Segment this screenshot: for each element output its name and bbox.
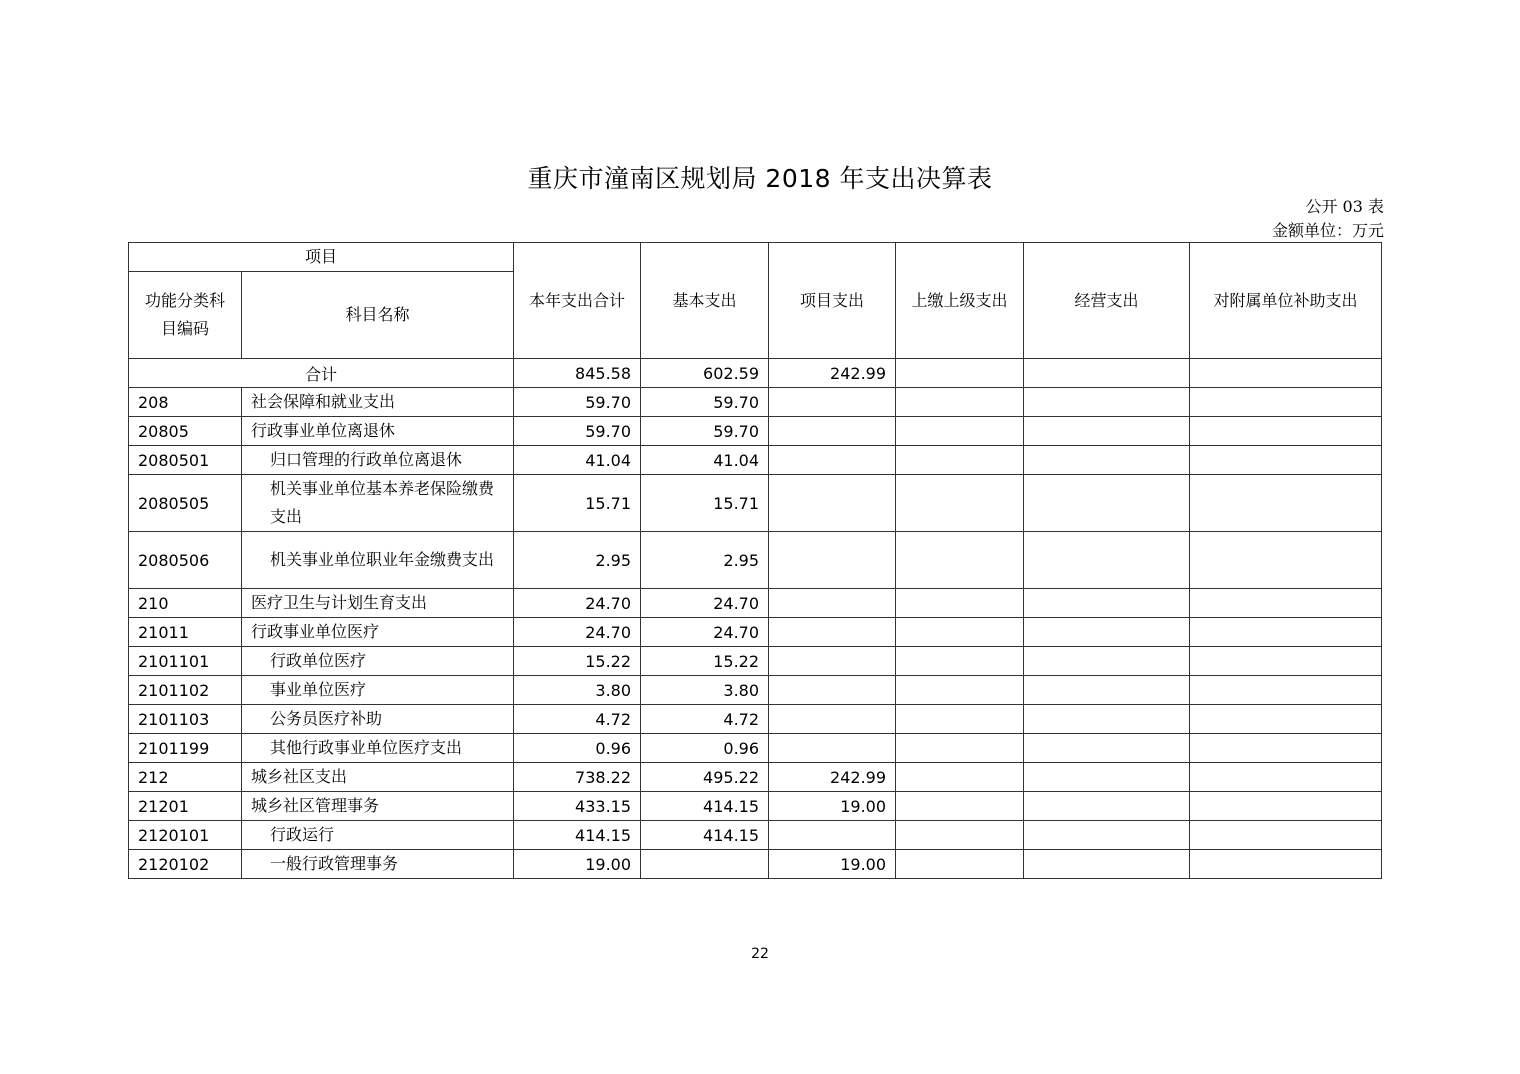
row-project <box>769 705 896 734</box>
row-total: 24.70 <box>514 618 641 647</box>
row-subsidy <box>1190 821 1382 850</box>
total-cell-business <box>1024 359 1190 388</box>
row-upper <box>896 388 1024 417</box>
row-basic: 24.70 <box>641 589 769 618</box>
row-code: 2120101 <box>129 821 242 850</box>
row-code: 2080505 <box>129 475 242 532</box>
row-basic: 414.15 <box>641 821 769 850</box>
row-subsidy <box>1190 417 1382 446</box>
row-code: 208 <box>129 388 242 417</box>
row-subsidy <box>1190 850 1382 879</box>
row-upper <box>896 821 1024 850</box>
row-subsidy <box>1190 734 1382 763</box>
row-subsidy <box>1190 618 1382 647</box>
row-project <box>769 734 896 763</box>
header-project: 项目 <box>129 243 514 272</box>
row-business <box>1024 792 1190 821</box>
row-project <box>769 589 896 618</box>
row-total: 59.70 <box>514 388 641 417</box>
row-basic: 15.22 <box>641 647 769 676</box>
total-row <box>129 359 1382 388</box>
row-project <box>769 446 896 475</box>
row-basic: 0.96 <box>641 734 769 763</box>
row-basic: 495.22 <box>641 763 769 792</box>
row-upper <box>896 417 1024 446</box>
table-row <box>129 589 1382 618</box>
row-code: 2080506 <box>129 532 242 589</box>
row-basic: 24.70 <box>641 618 769 647</box>
header-project-expense: 项目支出 <box>769 243 896 359</box>
row-code: 2101102 <box>129 676 242 705</box>
row-subsidy <box>1190 388 1382 417</box>
header-name: 科目名称 <box>242 272 514 359</box>
row-business <box>1024 647 1190 676</box>
row-basic: 3.80 <box>641 676 769 705</box>
row-upper <box>896 705 1024 734</box>
row-business <box>1024 417 1190 446</box>
row-name: 事业单位医疗 <box>242 676 514 705</box>
row-business <box>1024 676 1190 705</box>
row-total: 15.22 <box>514 647 641 676</box>
table-row <box>129 734 1382 763</box>
row-upper <box>896 850 1024 879</box>
row-name: 公务员医疗补助 <box>242 705 514 734</box>
row-total: 19.00 <box>514 850 641 879</box>
row-subsidy <box>1190 676 1382 705</box>
row-code: 210 <box>129 589 242 618</box>
row-business <box>1024 734 1190 763</box>
row-basic <box>641 850 769 879</box>
row-name: 行政单位医疗 <box>242 647 514 676</box>
row-total: 0.96 <box>514 734 641 763</box>
page-number: 22 <box>751 946 769 962</box>
row-upper <box>896 792 1024 821</box>
row-name: 归口管理的行政单位离退休 <box>242 446 514 475</box>
table-row <box>129 763 1382 792</box>
form-number: 公开 03 表 <box>1305 197 1384 216</box>
total-label: 合计 <box>129 359 514 388</box>
row-business <box>1024 388 1190 417</box>
row-project <box>769 475 896 532</box>
total-cell-subsidy <box>1190 359 1382 388</box>
row-name: 机关事业单位基本养老保险缴费支出 <box>242 475 514 532</box>
row-subsidy <box>1190 705 1382 734</box>
row-basic: 41.04 <box>641 446 769 475</box>
row-total: 24.70 <box>514 589 641 618</box>
row-business <box>1024 821 1190 850</box>
row-basic: 59.70 <box>641 388 769 417</box>
table-row <box>129 647 1382 676</box>
table-row <box>129 417 1382 446</box>
header-total: 本年支出合计 <box>514 243 641 359</box>
row-project <box>769 821 896 850</box>
row-total: 414.15 <box>514 821 641 850</box>
row-code: 2101199 <box>129 734 242 763</box>
row-project <box>769 417 896 446</box>
table-row <box>129 388 1382 417</box>
row-project <box>769 647 896 676</box>
row-subsidy <box>1190 446 1382 475</box>
row-business <box>1024 618 1190 647</box>
row-basic: 15.71 <box>641 475 769 532</box>
row-total: 433.15 <box>514 792 641 821</box>
row-business <box>1024 705 1190 734</box>
total-cell-project: 242.99 <box>769 359 896 388</box>
row-upper <box>896 734 1024 763</box>
row-upper <box>896 589 1024 618</box>
row-name: 行政运行 <box>242 821 514 850</box>
row-upper <box>896 618 1024 647</box>
table-row <box>129 792 1382 821</box>
row-code: 212 <box>129 763 242 792</box>
row-subsidy <box>1190 763 1382 792</box>
row-upper <box>896 475 1024 532</box>
total-cell-basic: 602.59 <box>641 359 769 388</box>
row-business <box>1024 532 1190 589</box>
table-row <box>129 705 1382 734</box>
row-name: 医疗卫生与计划生育支出 <box>242 589 514 618</box>
row-project <box>769 388 896 417</box>
row-project <box>769 618 896 647</box>
row-total: 4.72 <box>514 705 641 734</box>
row-name: 机关事业单位职业年金缴费支出 <box>242 532 514 589</box>
row-upper <box>896 532 1024 589</box>
row-basic: 2.95 <box>641 532 769 589</box>
row-total: 738.22 <box>514 763 641 792</box>
row-business <box>1024 475 1190 532</box>
row-subsidy <box>1190 589 1382 618</box>
row-basic: 59.70 <box>641 417 769 446</box>
row-code: 2101101 <box>129 647 242 676</box>
row-code: 21011 <box>129 618 242 647</box>
row-code: 2120102 <box>129 850 242 879</box>
row-subsidy <box>1190 475 1382 532</box>
row-upper <box>896 763 1024 792</box>
row-name: 城乡社区支出 <box>242 763 514 792</box>
page-title: 重庆市潼南区规划局 2018 年支出决算表 <box>527 164 993 193</box>
row-project: 242.99 <box>769 763 896 792</box>
row-project <box>769 532 896 589</box>
row-code: 2080501 <box>129 446 242 475</box>
row-code: 20805 <box>129 417 242 446</box>
row-subsidy <box>1190 532 1382 589</box>
row-total: 59.70 <box>514 417 641 446</box>
table-row <box>129 821 1382 850</box>
row-name: 城乡社区管理事务 <box>242 792 514 821</box>
header-subsidy: 对附属单位补助支出 <box>1190 243 1382 359</box>
row-total: 3.80 <box>514 676 641 705</box>
row-business <box>1024 763 1190 792</box>
table-row <box>129 532 1382 589</box>
total-cell-total: 845.58 <box>514 359 641 388</box>
table-row <box>129 676 1382 705</box>
row-code: 2101103 <box>129 705 242 734</box>
row-total: 41.04 <box>514 446 641 475</box>
total-cell-upper <box>896 359 1024 388</box>
table-row <box>129 446 1382 475</box>
header-code: 功能分类科目编码 <box>129 272 242 359</box>
row-code: 21201 <box>129 792 242 821</box>
header-upper: 上缴上级支出 <box>896 243 1024 359</box>
row-business <box>1024 589 1190 618</box>
header-business: 经营支出 <box>1024 243 1190 359</box>
row-name: 一般行政管理事务 <box>242 850 514 879</box>
header-basic: 基本支出 <box>641 243 769 359</box>
row-project: 19.00 <box>769 792 896 821</box>
table-row <box>129 618 1382 647</box>
row-subsidy <box>1190 792 1382 821</box>
row-basic: 4.72 <box>641 705 769 734</box>
row-name: 社会保障和就业支出 <box>242 388 514 417</box>
amount-unit: 金额单位：万元 <box>1271 221 1384 240</box>
expenditure-table <box>128 242 1382 879</box>
row-business <box>1024 850 1190 879</box>
row-subsidy <box>1190 647 1382 676</box>
row-upper <box>896 676 1024 705</box>
row-name: 行政事业单位医疗 <box>242 618 514 647</box>
table-row <box>129 475 1382 532</box>
row-upper <box>896 647 1024 676</box>
table-row <box>129 850 1382 879</box>
row-total: 2.95 <box>514 532 641 589</box>
row-business <box>1024 446 1190 475</box>
row-project <box>769 676 896 705</box>
row-total: 15.71 <box>514 475 641 532</box>
row-upper <box>896 446 1024 475</box>
row-basic: 414.15 <box>641 792 769 821</box>
row-name: 行政事业单位离退休 <box>242 417 514 446</box>
row-name: 其他行政事业单位医疗支出 <box>242 734 514 763</box>
row-project: 19.00 <box>769 850 896 879</box>
